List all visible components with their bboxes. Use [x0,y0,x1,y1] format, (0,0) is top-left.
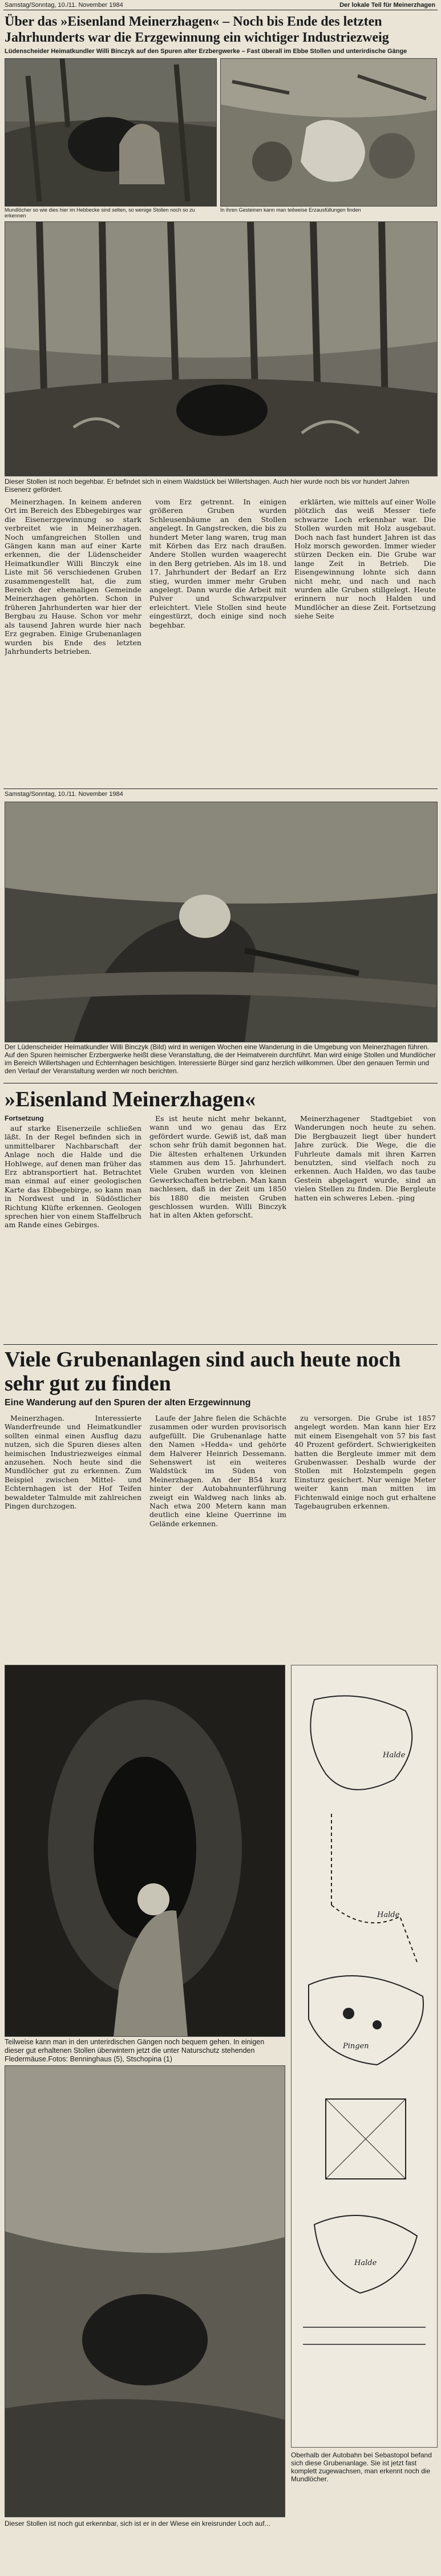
photo-hand-stones [220,58,437,207]
photo-binczyk [5,802,438,1042]
map-label-2: Halde [377,1911,400,1919]
part3-col-3: zu versorgen. Die Grube ist 1857 angelegt worden. Man kann hier Erz mit einem Eisengehalt von 57 bis fast 40 Prozent gefördert. Schwierigkeiten hatten die Bergleute immer mit dem Grubenwasser. Deshalb wurde der Stollen mit Holzstempeln gegen Einsturz gesichert. Nur wenige Meter weiter kann man mitten im Fichtenwald einige noch gut erhaltene Tagebaugruben erkennen. [294,1414,436,1511]
part2-kicker: Fortsetzung [5,1114,44,1122]
photo2-caption: In ihren Gesteinen kann man teilweise Erzausfüllungen finden [220,207,361,213]
masthead-section: Der lokale Teil für Meinerzhagen [339,2,435,9]
part2-col-1: auf starke Eisenerzeile schließen läßt. In der Regel befinden sich in unmittelbarer Nachbarschaft der Anlage noch die Halde und die Hohlwege, auf denen man früher das Erz abtransportiert hat. Betrachtet man einmal auf einer geologischen Karte das Ebbegebirge, so kann man in Nordwest und in Südöstlicher Richtung Klüfte erkennen. Geologen sprechen hier von einem Staffelbruch am Rande eines Gebirges. [5,1124,141,1230]
part1-col-3: erklärten, wie mittels auf einer Wolle plötzlich das weiß Messer tiefe schwarze Loch erkennbar war. Die Stollen wurden mit Holz ausgebaut. Doch nach fast hundert Jahren ist das Holz morsch geworden. Immer wieder stürzen Decken ein. Die Grube war lange Zeit in Betrieb. Die Eisengewinnung lohnte sich dann nicht mehr, und nach und nach wurden alle Gruben stillgelegt. Heute erinnern nur noch Halden und Mundlöcher an diese Zeit. Fortsetzung siehe Seite [294,498,436,621]
photo-stollen-entrance [5,58,217,207]
photo-tunnel [5,1665,285,2037]
part3-col-1: Meinerzhagen. Interessierte Wanderfreunde und Heimatkundler sollten einmal einen Ausflug dazu nutzen, sich die Spuren dieses alten heimischen Industriezweiges einmal anzusehen. Noch heute sind die Mundlöcher gut zu erkennen. Zum Beispiel zwischen Mittel- und Echternhagen ist der Hof Teifen bewaldeter Talmulde mit zahlreichen Pingen durchzogen. [5,1414,141,1511]
mine-sketch-map [291,1665,438,2448]
part2-col-3: Meinerzhagener Stadtgebiet von Wanderungen noch heute zu sehen. Die Bergbauzeit liegt über hundert Jahre zurück. Die Wege, die die Fuhrleute damals mit ihren Karren benutzten, sind vielfach noch zu erkennen. Auch Halden, wo das taube Gestein abgelagert wurde, sind an vielen Stellen zu finden. Die Bergleute hatten ein schweres Leben. -ping [294,1114,436,1202]
binczyk-caption: Der Lüdenscheider Heimatkundler Willi Binczyk (Bild) wird in wenigen Wochen eine Wanderung in die Umgebung von Meinerzhagen führen. Auf den Spuren heimischer Erzbergwerke heißt diese Veranstaltung, die der Heimatverein durchführt. Man wird einige Stollen und Mundlöcher im Bereich Willertshagen und Echternhagen besichtigen. Interessierte Bürger sind ganz herzlich willkommen. Über den genauen Termin und den Verlauf der Veranstaltung werden wir noch berichten. [5,1043,436,1075]
part1-date-line: Samstag/Sonntag, 10./11. November 1984 [5,791,123,798]
part2-headline: »Eisenland Meinerzhagen« [5,1087,256,1111]
part1-subline: Lüdenscheider Heimatkundler Willi Binczyk auf den Spuren alter Erzbergwerke – Fast überall im Ebbe Stollen und unterirdische Gänge [5,48,407,55]
part1-col-1: Meinerzhagen. In keinem anderen Ort im Bereich des Ebbegebirges war die Eisenerzgewinnung so stark verbreitet wie in Meinerzhagen. Noch umfangreichen Stollen und Gängen kann man auf einer Karte erkennen, die der Lüdenscheider Heimatkundler Willi Binczyk eine Liste mit 56 verschiedenen Gruben zusammengestellt hat, die zum Bereich der ehemaligen Gemeinde Meinerzhagen gehörten. Schon in früheren Jahrhunderten war hier der Bergbau zu Hause. Schon vor mehr als tausend Jahren wurde hier nach Erz gegraben. Einige Grubenanlagen wurden bis Ende des letzten Jahrhunderts betrieben. [5,498,141,656]
photo-forest-stollen [5,221,438,476]
part3-headline: Viele Grubenanlagen sind auch heute noch sehr gut zu finden [5,1348,401,1396]
part2-col-2: Es ist heute nicht mehr bekannt, wann und wo genau das Erz gefördert wurde. Gewiß ist, daß man schon sehr früh damit begonnen hat. Die ältesten erhaltenen Urkunden stammen aus dem 15. Jahrhundert. Viele Gruben wurden von kleinen Gewerkschaften betrieben. Man kann nachlesen, daß in der Zeit um 1850 bis 1880 die meisten Gruben geschlossen wurden. Willi Binczyk hat in alten Akten geforscht. [149,1114,286,1220]
photo-meadow-hole [5,2065,285,2517]
forest-photo-caption: Dieser Stollen ist noch begehbar. Er befindet sich in einem Waldstück bei Willertshagen. Auch hier wurde noch bis vor hundert Jahren Eisenerz gefördert. [5,478,410,494]
part1-headline: Über das »Eisenland Meinerzhagen« – Noch bis Ende des letzten Jahrhunderts war die Erzgewinnung ein wichtiger Industriezweig [5,14,389,45]
map-caption: Oberhalb der Autobahn bei Sebastopol befand sich diese Grubenanlage. Sie ist jetzt fast komplett zugewachsen, man erkennt noch die Mundlöcher. [291,2451,432,2483]
masthead-date: Samstag/Sonntag, 10./11. November 1984 [5,2,123,9]
bottom-caption: Dieser Stollen ist noch gut erkennbar, sich ist er in der Wiese ein kreisrunder Loch auf... [5,2520,270,2528]
part3-subline: Eine Wanderung auf den Spuren der alten Erzgewinnung [5,1398,251,1408]
photo1-caption: Mundlöcher so wie dies hier im Hebbecke sind selten, so wenige Stollen noch so zu erkennen [5,207,195,219]
part3-col-2: Laufe der Jahre fielen die Schächte zusammen oder wurden provisorisch aufgefüllt. Die Grubenanlage hatte den Namen »Hedda« und gehörte dem Halverer Heinrich Dessemann. Sehenswert ist ein weiteres Waldstück im Süden von Meinerzhagen. An der B54 kurz hinter der Autobahnunterführung zweigt ein Waldweg nach links ab. Nach etwa 200 Metern kann man deutlich eine kleine Querrinne im Gelände erkennen. [149,1414,286,1528]
tunnel-caption: Teilweise kann man in den unterirdischen Gängen noch bequem gehen. In einigen dieser gut erhaltenen Stollen überwintern jetzt die unter Naturschutz stehenden Fledermäuse.Fotos: Benninghaus (5), Stschopina (1) [5,2038,265,2063]
map-label-4: Halde [354,2259,377,2267]
map-label-1: Halde [383,1751,406,1760]
map-label-3: Pingen [343,2042,369,2051]
part1-col-2: vom Erz getrennt. In einigen größeren Gruben wurden Schleusenbäume an den Stollen angelegt. In Gangstrecken, die bis zu hundert Meter lang waren, trug man mit Körben das Erz nach draußen. Andere Stollen wurden waagerecht in den Berg getrieben. Als im 18. und 17. Jahrhundert der Bedarf an Erz stieg, wurden immer mehr Gruben angelegt. Dann wurde die Arbeit mit Pulver und Schwarzpulver erleichtert. Viele Stollen sind heute eingestürzt, doch einige sind noch begehbar. [149,498,286,629]
